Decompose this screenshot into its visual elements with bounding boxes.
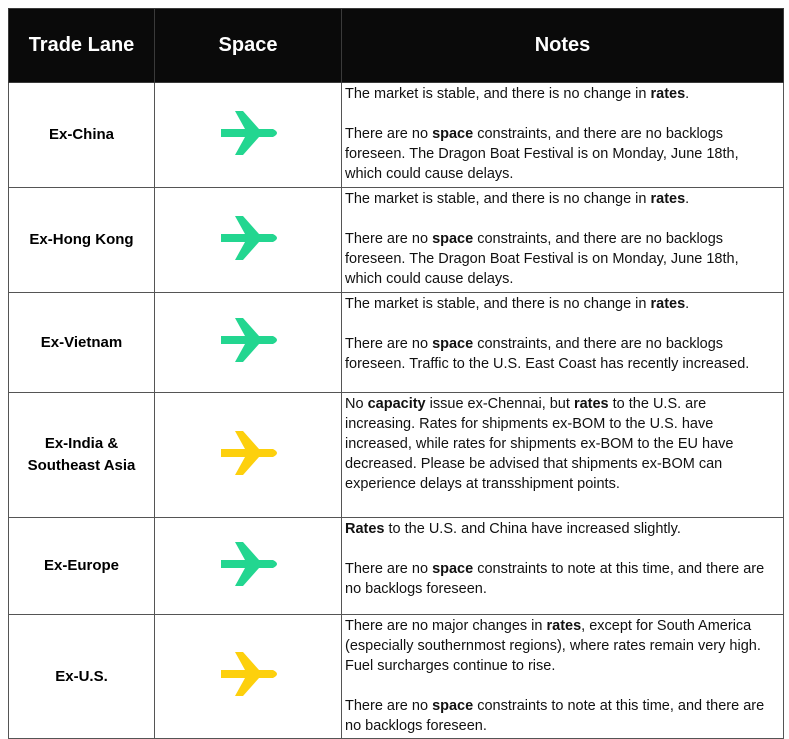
airplane-icon (215, 109, 281, 157)
notes-paragraph (345, 229, 779, 289)
notes-paragraph (345, 559, 779, 599)
airplane-icon (215, 316, 281, 364)
notes-paragraph (345, 394, 779, 494)
space-cell (155, 615, 342, 739)
notes-paragraph (345, 294, 779, 314)
airplane-icon (215, 429, 281, 477)
trade-lane-cell: Ex-China (9, 83, 155, 188)
notes-paragraph (345, 519, 779, 539)
notes-keyword: space (432, 561, 474, 577)
notes-paragraph (345, 616, 779, 676)
notes-paragraph (345, 124, 779, 184)
space-cell (155, 518, 342, 615)
trade-lane-cell: Ex-Europe (9, 518, 155, 615)
notes-keyword: Rates (345, 521, 385, 537)
notes-cell (342, 615, 784, 739)
table-row (9, 518, 784, 615)
notes-text: issue ex-Chennai, but (425, 396, 574, 412)
notes-cell (342, 293, 784, 393)
notes-paragraph (345, 334, 779, 374)
trade-lane-cell: Ex-India & Southeast Asia (9, 393, 155, 518)
header-row (9, 9, 784, 83)
notes-text: constraints to note at this time, and there are no backlogs foreseen. (345, 698, 765, 734)
notes-text: constraints, and there are no backlogs foreseen. The Dragon Boat Festival is on Monday, June 18th, which could cause delays. (345, 231, 739, 287)
notes-cell (342, 518, 784, 615)
trade-lane-cell: Ex-Hong Kong (9, 188, 155, 293)
notes-text: to the U.S. are increasing. Rates for shipments ex-BOM to the U.S. have increased, while rates for shipments ex-BOM to the EU have decreased. Please be advised that shipments ex-BOM can experience delays at transshipment points. (345, 396, 734, 492)
notes-keyword: rates (650, 191, 686, 207)
trade-lane-table (8, 8, 784, 739)
space-cell (155, 83, 342, 188)
notes-keyword: rates (650, 86, 686, 102)
notes-keyword: rates (650, 296, 686, 312)
table-row (9, 293, 784, 393)
notes-keyword: space (432, 698, 474, 714)
notes-paragraph (345, 84, 779, 104)
notes-text: There are no (345, 126, 433, 142)
space-cell (155, 393, 342, 518)
notes-keyword: space (432, 126, 474, 142)
airplane-icon (215, 540, 281, 588)
notes-keyword: space (432, 231, 474, 247)
notes-text: There are no (345, 698, 433, 714)
notes-text: , except for South America (especially southernmost regions), where rates remain very high. Fuel surcharges continue to rise. (345, 618, 761, 674)
header-space: Space (155, 9, 342, 83)
notes-text: The market is stable, and there is no change in (345, 86, 651, 102)
airplane-icon (215, 214, 281, 262)
table-row (9, 393, 784, 518)
notes-keyword: capacity (367, 396, 426, 412)
header-notes: Notes (342, 9, 784, 83)
airplane-icon (215, 650, 281, 698)
notes-text: There are no (345, 336, 433, 352)
notes-cell (342, 393, 784, 518)
space-cell (155, 293, 342, 393)
notes-text: constraints, and there are no backlogs foreseen. Traffic to the U.S. East Coast has recently increased. (345, 336, 750, 372)
notes-text: to the U.S. and China have increased slightly. (384, 521, 681, 537)
notes-text: No (345, 396, 368, 412)
table-row (9, 188, 784, 293)
notes-cell (342, 83, 784, 188)
notes-text: constraints to note at this time, and there are no backlogs foreseen. (345, 561, 765, 597)
notes-paragraph (345, 696, 779, 736)
notes-text: The market is stable, and there is no change in (345, 191, 651, 207)
notes-text: There are no (345, 561, 433, 577)
notes-text: constraints, and there are no backlogs foreseen. The Dragon Boat Festival is on Monday, June 18th, which could cause delays. (345, 126, 739, 182)
notes-paragraph (345, 189, 779, 209)
trade-lane-cell: Ex-Vietnam (9, 293, 155, 393)
notes-text: . (685, 296, 690, 312)
trade-lane-cell: Ex-U.S. (9, 615, 155, 739)
notes-keyword: rates (546, 618, 582, 634)
notes-keyword: space (432, 336, 474, 352)
notes-text: . (685, 191, 690, 207)
notes-text: There are no major changes in (345, 618, 547, 634)
table-row (9, 615, 784, 739)
notes-cell (342, 188, 784, 293)
notes-text: There are no (345, 231, 433, 247)
space-cell (155, 188, 342, 293)
table-row (9, 83, 784, 188)
notes-text: . (685, 86, 690, 102)
notes-text: The market is stable, and there is no change in (345, 296, 651, 312)
header-trade-lane: Trade Lane (9, 9, 155, 83)
notes-keyword: rates (573, 396, 609, 412)
